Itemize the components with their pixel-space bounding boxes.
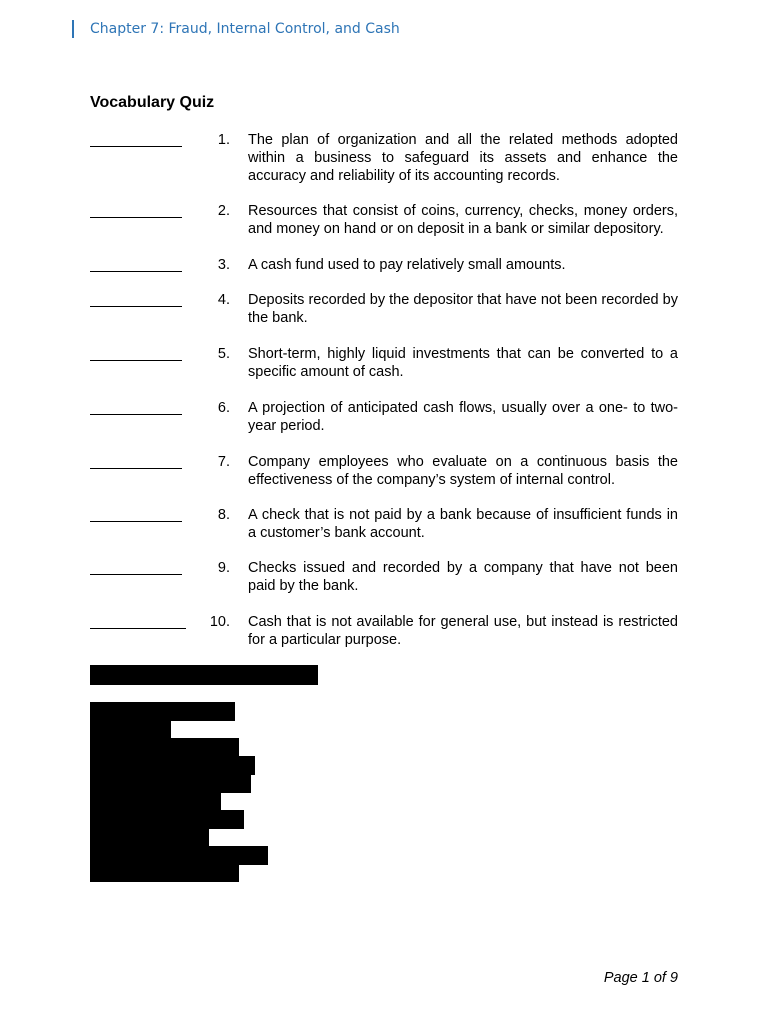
- redaction-bar: [90, 756, 255, 775]
- question-text: Resources that consist of coins, currency, checks, money orders, and money on hand or on deposit in a bank or similar depository.: [248, 203, 678, 237]
- question-text: Company employees who evaluate on a continuous basis the effectiveness of the company’s system of internal control.: [248, 454, 678, 488]
- chapter-header: Chapter 7: Fraud, Internal Control, and Cash: [90, 21, 400, 37]
- answer-blank[interactable]: [90, 360, 182, 361]
- question-text: Deposits recorded by the depositor that have not been recorded by the bank.: [248, 292, 678, 326]
- redaction-bar: [90, 774, 251, 793]
- redaction-bar: [90, 828, 209, 847]
- answer-blank[interactable]: [90, 628, 186, 629]
- question-text: Checks issued and recorded by a company that have not been paid by the bank.: [248, 560, 678, 594]
- redaction-bar-heading: [90, 665, 318, 685]
- question-number: 5.: [217, 346, 230, 362]
- redaction-bar: [90, 720, 171, 739]
- quiz-title: Vocabulary Quiz: [90, 94, 215, 111]
- answer-blank[interactable]: [90, 414, 182, 415]
- question-text: Short-term, highly liquid investments that can be converted to a specific amount of cash.: [248, 346, 678, 380]
- answer-blank[interactable]: [90, 146, 182, 147]
- question-number: 3.: [217, 257, 230, 273]
- question-text: Cash that is not available for general use, but instead is restricted for a particular purpose.: [248, 614, 678, 648]
- question-number: 7.: [217, 454, 230, 470]
- answer-blank[interactable]: [90, 271, 182, 272]
- question-number: 9.: [217, 560, 230, 576]
- question-number: 1.: [217, 132, 230, 148]
- answer-blank[interactable]: [90, 306, 182, 307]
- redaction-bar: [90, 738, 239, 757]
- redaction-bar: [90, 792, 221, 811]
- question-number: 6.: [217, 400, 230, 416]
- question-text: A projection of anticipated cash flows, usually over a one- to two-year period.: [248, 400, 678, 434]
- redaction-bar: [90, 810, 244, 829]
- header-accent-bar: [72, 20, 74, 38]
- page-number: Page 1 of 9: [603, 970, 678, 986]
- redaction-bar: [90, 702, 235, 721]
- question-number: 2.: [217, 203, 230, 219]
- question-text: A cash fund used to pay relatively small amounts.: [248, 257, 566, 273]
- answer-blank[interactable]: [90, 521, 182, 522]
- redaction-bar: [90, 863, 239, 882]
- question-text: A check that is not paid by a bank because of insufficient funds in a customer’s bank account.: [248, 507, 678, 541]
- answer-blank[interactable]: [90, 468, 182, 469]
- question-number: 10.: [209, 614, 230, 630]
- question-text: The plan of organization and all the related methods adopted within a business to safeguard its assets and enhance the accuracy and reliability of its accounting records.: [248, 132, 678, 184]
- question-number: 8.: [217, 507, 230, 523]
- question-number: 4.: [217, 292, 230, 308]
- answer-blank[interactable]: [90, 574, 182, 575]
- answer-blank[interactable]: [90, 217, 182, 218]
